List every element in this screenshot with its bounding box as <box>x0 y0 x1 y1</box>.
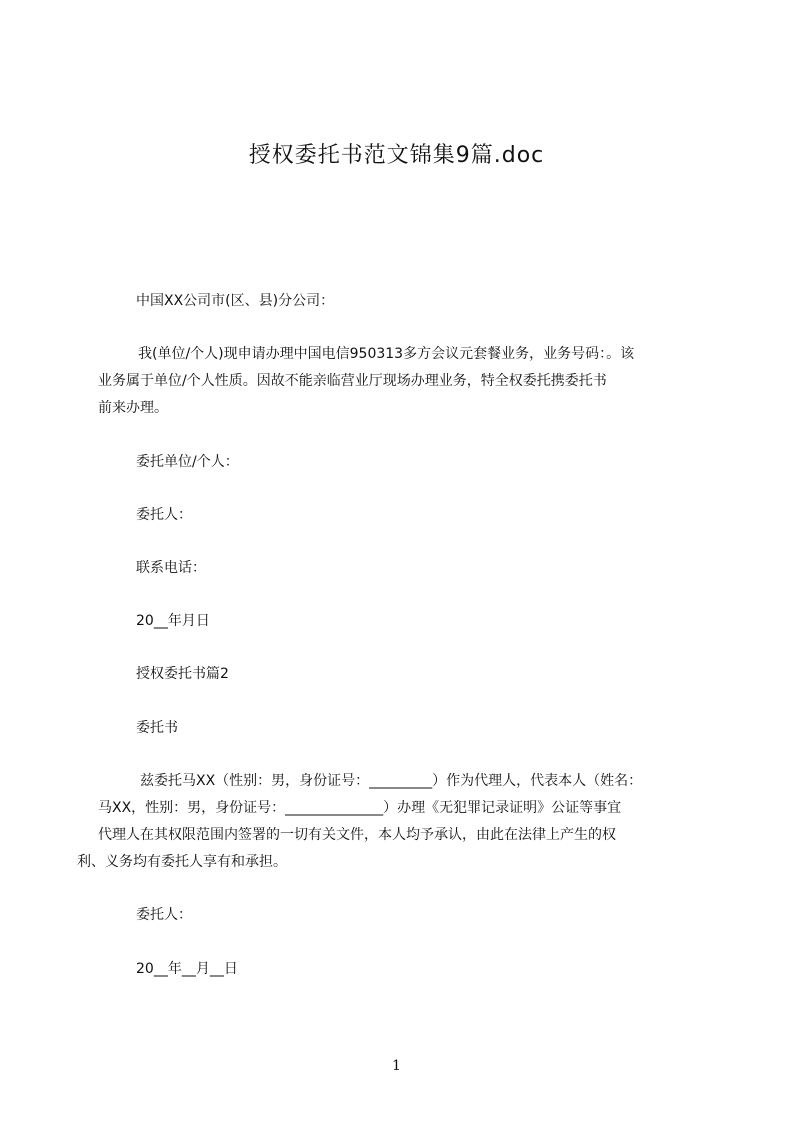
paragraph-line: 前来办理。 <box>98 400 168 416</box>
paragraph-line: 利、义务均有委托人享有和承担。 <box>77 854 287 870</box>
phone-label: 联系电话： <box>136 560 206 576</box>
entrustor-label: 委托人： <box>136 507 192 523</box>
entrustor-label: 委托人： <box>136 907 192 923</box>
paragraph-line: 马XX，性别：男，身份证号：______________）办理《无犯罪记录证明》公证等事宜 <box>98 800 622 816</box>
paragraph-line: 我(单位/个人)现申请办理中国电信950313多方会议元套餐业务，业务号码：。该 <box>138 346 635 362</box>
date-line: 20__年__月__日 <box>136 961 238 977</box>
paragraph-line: 兹委托马XX（性别：男，身份证号：_________）作为代理人，代表本人（姓名： <box>140 773 643 789</box>
section-title: 授权委托书篇2 <box>136 666 229 682</box>
paragraph-line: 业务属于单位/个人性质。因故不能亲临营业厅现场办理业务，特全权委托携委托书 <box>98 373 607 389</box>
paragraph-line: 代理人在其权限范围内签署的一切有关文件，本人均予承认，由此在法律上产生的权 <box>98 827 616 843</box>
letter-title: 委托书 <box>136 720 178 736</box>
salutation: 中国XX公司市(区、县)分公司： <box>136 293 335 309</box>
page-number: 1 <box>392 1058 401 1074</box>
date-line: 20__年月日 <box>136 613 210 629</box>
entrust-unit-label: 委托单位/个人： <box>136 454 239 470</box>
document-title: 授权委托书范文锦集9篇.doc <box>248 143 545 168</box>
